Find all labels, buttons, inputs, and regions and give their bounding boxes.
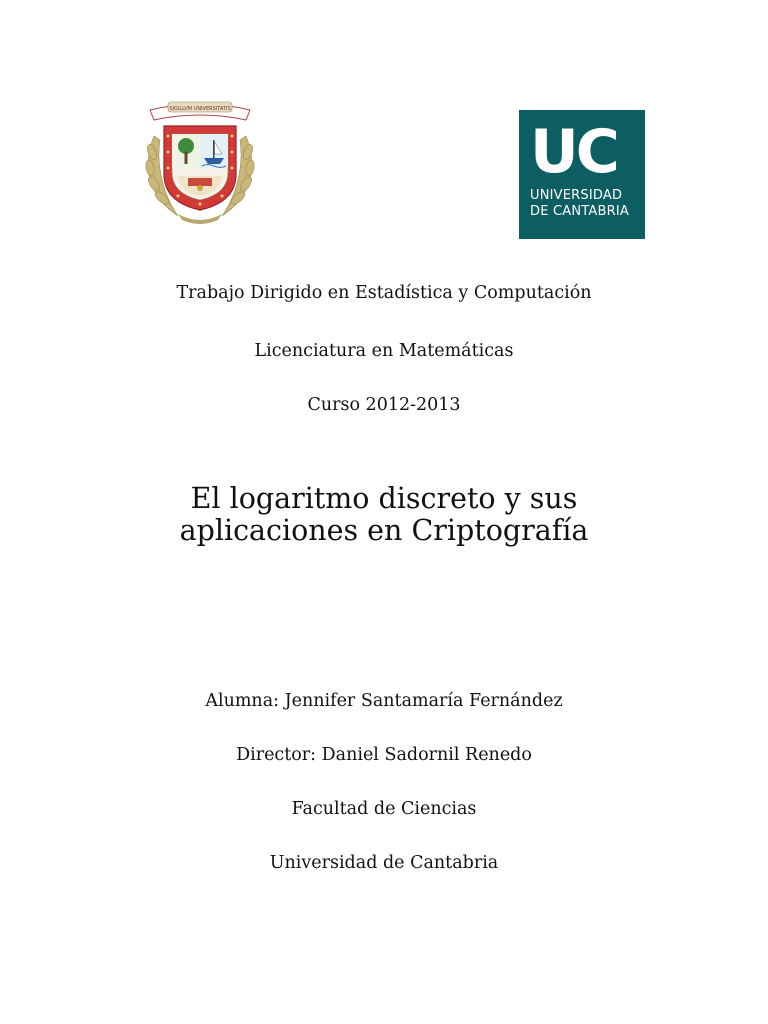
course-year: Curso 2012-2013 [307, 395, 461, 415]
faculty-name: Facultad de Ciencias [291, 799, 477, 819]
degree-name: Licenciatura en Matemáticas [254, 341, 514, 361]
university-crest-icon [138, 96, 262, 226]
uc-logo-mark: UC [530, 117, 617, 187]
uc-logo-line2: DE CANTABRIA [530, 204, 629, 219]
student-name: Alumna: Jennifer Santamaría Fernández [205, 691, 563, 711]
universidad-de-cantabria-logo [519, 110, 645, 239]
thesis-title-line1: El logaritmo discreto y sus [190, 482, 578, 515]
svg-text:SIGILLVM UNIVERSITATIS: SIGILLVM UNIVERSITATIS [169, 106, 231, 112]
director-name: Director: Daniel Sadornil Renedo [236, 745, 532, 765]
thesis-title-line2: aplicaciones en Criptografía [179, 514, 589, 547]
university-name: Universidad de Cantabria [269, 853, 499, 873]
uc-logo-line1: UNIVERSIDAD [530, 188, 623, 203]
program-name: Trabajo Dirigido en Estadística y Computación [176, 283, 592, 303]
